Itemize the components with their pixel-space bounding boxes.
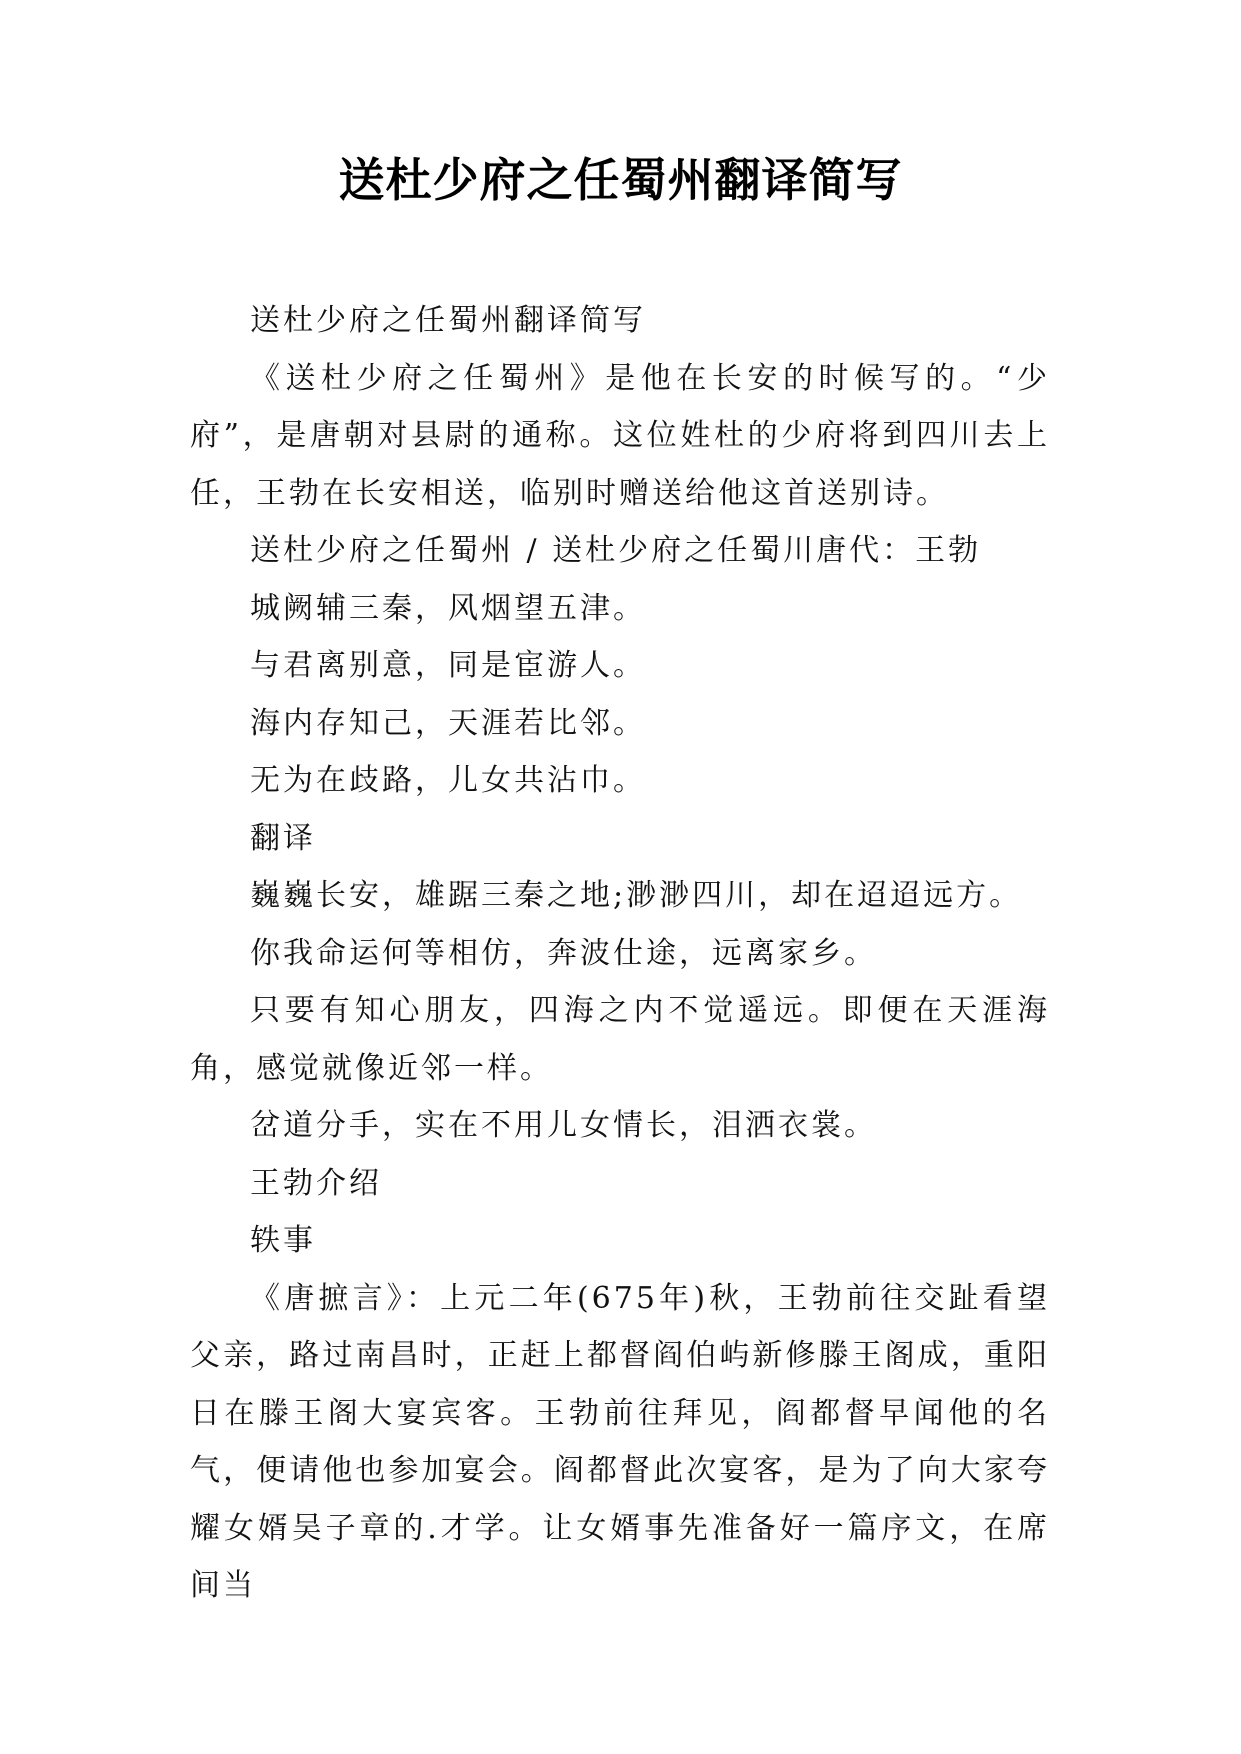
translation-line: 只要有知心朋友，四海之内不觉遥远。即便在天涯海角，感觉就像近邻一样。	[190, 993, 1050, 1086]
section-heading-anecdote: 轶事	[250, 1223, 316, 1258]
document-title: 送杜少府之任蜀州翻译简写	[338, 153, 903, 207]
poem-line: 城阙辅三秦，风烟望五津。	[250, 590, 646, 626]
section-heading-translation: 翻译	[250, 820, 316, 856]
poem-line: 与君离别意，同是宦游人。	[250, 648, 646, 683]
translation-line: 岔道分手，实在不用儿女情长，泪洒衣裳。	[250, 1108, 877, 1143]
poem-heading: 送杜少府之任蜀州 / 送杜少府之任蜀川唐代：王勃	[250, 533, 982, 568]
translation-line: 巍巍长安，雄踞三秦之地;渺渺四川，却在迢迢远方。	[250, 878, 1023, 913]
paragraph-intro: 《送杜少府之任蜀州》是他在长安的时候写的。“少府”，是唐朝对县尉的通称。这位姓杜的少府将到四川去上任，王勃在长安相送，临别时赠送给他这首送别诗。	[190, 360, 1050, 511]
section-heading-author: 王勃介绍	[250, 1165, 382, 1201]
poem-line: 无为在歧路，儿女共沾巾。	[250, 763, 646, 798]
paragraph-anecdote: 《唐摭言》：上元二年(675年)秋，王勃前往交趾看望父亲，路过南昌时，正赶上都督阎伯屿新修滕王阁成，重阳日在滕王阁大宴宾客。王勃前往拜见，阎都督早闻他的名气，便请他也参加宴会。阎都督此次宴客，是为了向大家夸耀女婿吴子章的.才学。让女婿事先准备好一篇序文，在席间当	[190, 1280, 1050, 1603]
poem-line: 海内存知己，天涯若比邻。	[250, 705, 646, 741]
document-body	[190, 292, 1050, 1615]
paragraph-subtitle: 送杜少府之任蜀州翻译简写	[250, 303, 646, 338]
translation-line: 你我命运何等相仿，奔波仕途，远离家乡。	[250, 935, 877, 971]
